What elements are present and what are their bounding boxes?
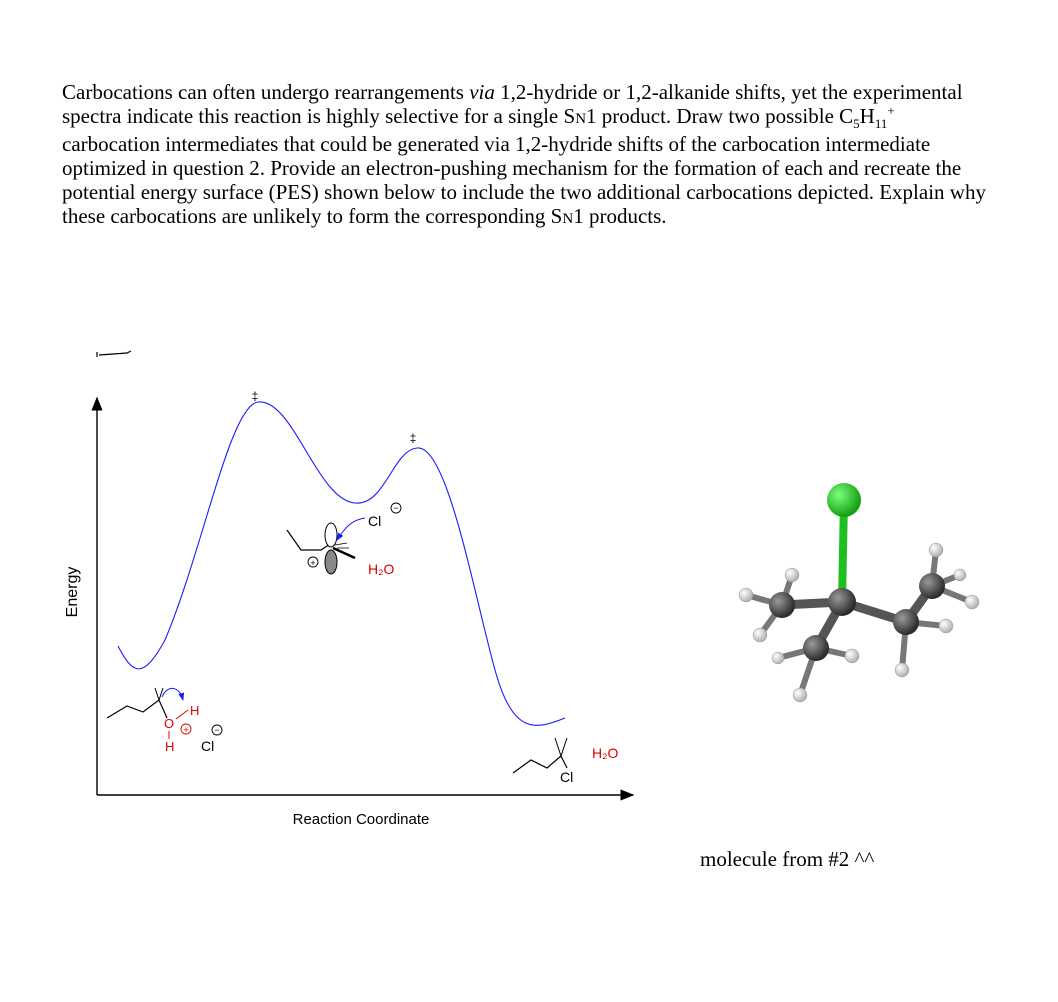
carbon-atom: [803, 635, 829, 661]
pes-diagram: [55, 340, 655, 840]
energy-curve: [118, 402, 565, 725]
carbon-atom: [828, 588, 856, 616]
carbocation-intermediate: [287, 503, 401, 577]
arrow-1: [162, 688, 183, 700]
carbocation-plus: +: [310, 558, 316, 568]
oxonium-plus: +: [183, 725, 189, 735]
hydrogen-label-2: H: [165, 739, 175, 754]
y-axis-label: Energy: [64, 566, 81, 618]
chloride-minus-1: −: [214, 725, 220, 735]
arrow-2: [337, 518, 365, 540]
question-charge: +: [887, 103, 895, 119]
water-label-2: H₂O: [592, 745, 619, 761]
ts-symbol-2: ‡: [409, 431, 417, 445]
molecule-caption: molecule from #2 ^^: [700, 847, 875, 871]
chloride-label-2: Cl: [368, 513, 382, 529]
question-part3: carbocation intermediates that could be generated via 1,2-hydride shifts of the carbocation intermediate optimized in question 2. Provide an electron-pushing mechanism for the formation of each and recreate the potential energy surface (PES) shown below to include the two additional carbocations depicted. Explain why these carbocations are unlikely to form the corresponding S: [62, 131, 986, 229]
carbon-atom: [769, 592, 795, 618]
product: [513, 738, 619, 785]
carbon-atom: [919, 573, 945, 599]
question-h: H: [859, 104, 875, 129]
question-part4: 1 products.: [573, 204, 667, 229]
hydrogen-label-1: H: [190, 703, 200, 718]
question-part1: 1,2-hydride or 1,2-alkanide shifts, yet the experimental spectra indicate this reaction is highly selective for a single S: [62, 80, 963, 129]
question-part2: 1 product. Draw two possible C: [586, 104, 854, 129]
chloride-label-1: Cl: [201, 738, 215, 754]
question-intro: Carbocations can often undergo rearrangements: [62, 80, 470, 104]
question-sn-sub: N: [575, 111, 587, 128]
ts-symbol-1: ‡: [251, 389, 259, 403]
question-c-sub: 5: [853, 116, 860, 132]
x-axis-label: Reaction Coordinate: [292, 811, 430, 828]
question-h-sub: 11: [874, 116, 888, 132]
carbon-atom: [893, 609, 919, 635]
water-label-1: H₂O: [368, 561, 395, 577]
starting-material: [107, 688, 222, 754]
question-via: via: [469, 80, 495, 104]
molecule-model: [720, 470, 1010, 720]
oxygen-label: O: [164, 716, 175, 731]
stray-mark: [97, 351, 131, 357]
chloride-label-3: Cl: [560, 769, 574, 785]
chlorine-atom: [827, 483, 861, 517]
question-text: [62, 80, 992, 232]
chloride-minus-2: −: [393, 503, 399, 513]
question-sn-sub2: N: [562, 211, 574, 228]
